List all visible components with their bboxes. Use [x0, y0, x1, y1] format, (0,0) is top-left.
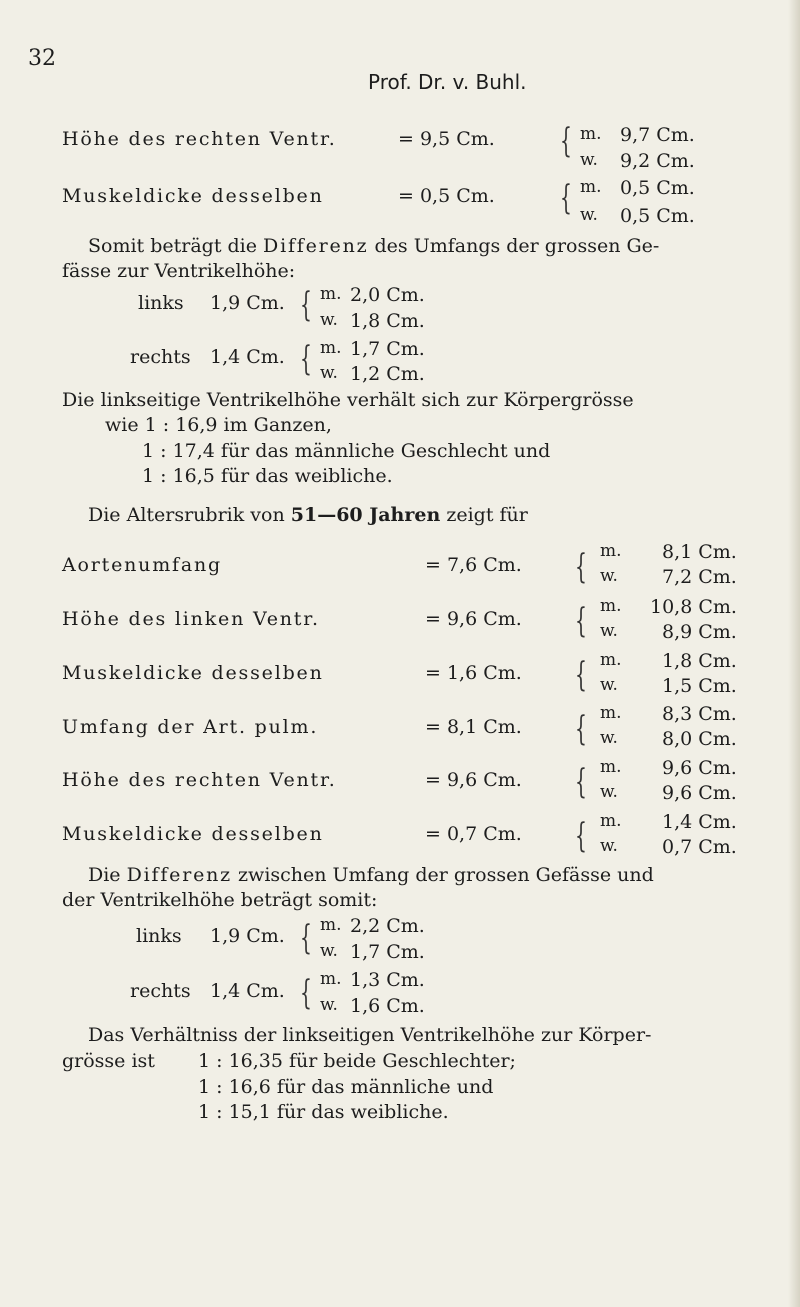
sex-w: w. [600, 675, 618, 695]
brace: { [575, 816, 587, 856]
paragraph-line: Somit beträgt die Differenz des Umfangs der grossen Ge- [88, 235, 660, 257]
label: Höhe des rechten Ventr. [62, 769, 337, 791]
value: 1,4 Cm. [210, 346, 285, 368]
sex-w: w. [600, 836, 618, 856]
brace: { [575, 601, 587, 641]
brace: { [575, 709, 587, 749]
brace: { [575, 547, 587, 587]
value: 1,4 Cm. [210, 980, 285, 1002]
sex-w: w. [320, 995, 338, 1015]
sex-w: w. [600, 621, 618, 641]
label: rechts [130, 346, 191, 368]
value-m: 0,5 Cm. [620, 177, 695, 199]
value: 1,9 Cm. [210, 292, 285, 314]
sex-w: w. [600, 728, 618, 748]
sex-w: w. [600, 566, 618, 586]
value-m: 2,2 Cm. [350, 915, 425, 937]
page-number: 32 [28, 46, 56, 71]
value-m: 9,6 Cm. [662, 757, 737, 779]
value-m: 9,7 Cm. [620, 124, 695, 146]
value-m: 1,4 Cm. [662, 811, 737, 833]
value-w: 1,2 Cm. [350, 363, 425, 385]
sex-m: m. [600, 541, 622, 561]
label: Muskeldicke desselben [62, 662, 324, 684]
brace: { [575, 655, 587, 695]
paragraph-line: 1 : 15,1 für das weibliche. [198, 1101, 449, 1123]
value-w: 9,2 Cm. [620, 150, 695, 172]
sex-m: m. [600, 757, 622, 777]
value-w: 9,6 Cm. [662, 782, 737, 804]
brace: { [300, 918, 312, 958]
paragraph-line: grösse ist [62, 1050, 155, 1072]
value-m: 1,7 Cm. [350, 338, 425, 360]
value: = 8,1 Cm. [425, 716, 522, 738]
value-w: 1,5 Cm. [662, 675, 737, 697]
paragraph-line: 1 : 16,6 für das männliche und [198, 1076, 494, 1098]
value: = 9,6 Cm. [425, 608, 522, 630]
brace: { [560, 121, 572, 161]
sex-m: m. [580, 124, 602, 144]
sex-m: m. [600, 596, 622, 616]
value: 1,9 Cm. [210, 925, 285, 947]
value-m: 10,8 Cm. [650, 596, 737, 618]
sex-m: m. [600, 811, 622, 831]
running-head: Prof. Dr. v. Buhl. [368, 70, 527, 94]
label: Muskeldicke desselben [62, 185, 324, 207]
sex-w: w. [580, 205, 598, 225]
label: links [136, 925, 182, 947]
value: = 0,7 Cm. [425, 823, 522, 845]
value: = 9,5 Cm. [398, 128, 495, 150]
value-w: 0,5 Cm. [620, 205, 695, 227]
brace: { [300, 973, 312, 1013]
label: Aortenumfang [62, 554, 222, 576]
label: Umfang der Art. pulm. [62, 716, 319, 738]
paragraph-line: Die Altersrubrik von 51—60 Jahren zeigt für [88, 504, 528, 526]
page-edge-shadow [788, 0, 800, 1307]
value-m: 2,0 Cm. [350, 284, 425, 306]
value-m: 8,1 Cm. [662, 541, 737, 563]
paragraph-line: der Ventrikelhöhe beträgt somit: [62, 889, 378, 911]
value-w: 1,7 Cm. [350, 941, 425, 963]
paragraph-line: wie 1 : 16,9 im Ganzen, [105, 414, 332, 436]
sex-w: w. [320, 310, 338, 330]
label: Höhe des rechten Ventr. [62, 128, 337, 150]
sex-m: m. [320, 284, 342, 304]
value-w: 1,8 Cm. [350, 310, 425, 332]
sex-w: w. [580, 150, 598, 170]
paragraph-line: Das Verhältniss der linkseitigen Ventrikelhöhe zur Körper- [88, 1024, 652, 1046]
label: links [138, 292, 184, 314]
value-w: 0,7 Cm. [662, 836, 737, 858]
sex-m: m. [320, 969, 342, 989]
sex-m: m. [600, 703, 622, 723]
label: Muskeldicke desselben [62, 823, 324, 845]
value: = 9,6 Cm. [425, 769, 522, 791]
paragraph-line: 1 : 16,5 für das weibliche. [142, 465, 393, 487]
value-m: 8,3 Cm. [662, 703, 737, 725]
brace: { [300, 339, 312, 379]
value-m: 1,3 Cm. [350, 969, 425, 991]
label: Höhe des linken Ventr. [62, 608, 320, 630]
sex-w: w. [320, 941, 338, 961]
label: rechts [130, 980, 191, 1002]
value: = 0,5 Cm. [398, 185, 495, 207]
paragraph-line: 1 : 17,4 für das männliche Geschlecht und [142, 440, 551, 462]
sex-m: m. [320, 915, 342, 935]
sex-w: w. [600, 782, 618, 802]
value: = 7,6 Cm. [425, 554, 522, 576]
paragraph-line: fässe zur Ventrikelhöhe: [62, 260, 296, 282]
paragraph-line: Die Differenz zwischen Umfang der grossen Gefässe und [88, 864, 654, 886]
sex-w: w. [320, 363, 338, 383]
sex-m: m. [320, 338, 342, 358]
brace: { [300, 285, 312, 325]
value-w: 8,0 Cm. [662, 728, 737, 750]
value-m: 1,8 Cm. [662, 650, 737, 672]
brace: { [560, 178, 572, 218]
paragraph-line: Die linkseitige Ventrikelhöhe verhält sich zur Körpergrösse [62, 389, 634, 411]
value-w: 1,6 Cm. [350, 995, 425, 1017]
sex-m: m. [580, 177, 602, 197]
sex-m: m. [600, 650, 622, 670]
value-w: 8,9 Cm. [662, 621, 737, 643]
value-w: 7,2 Cm. [662, 566, 737, 588]
brace: { [575, 762, 587, 802]
paragraph-line: 1 : 16,35 für beide Geschlechter; [198, 1050, 516, 1072]
value: = 1,6 Cm. [425, 662, 522, 684]
